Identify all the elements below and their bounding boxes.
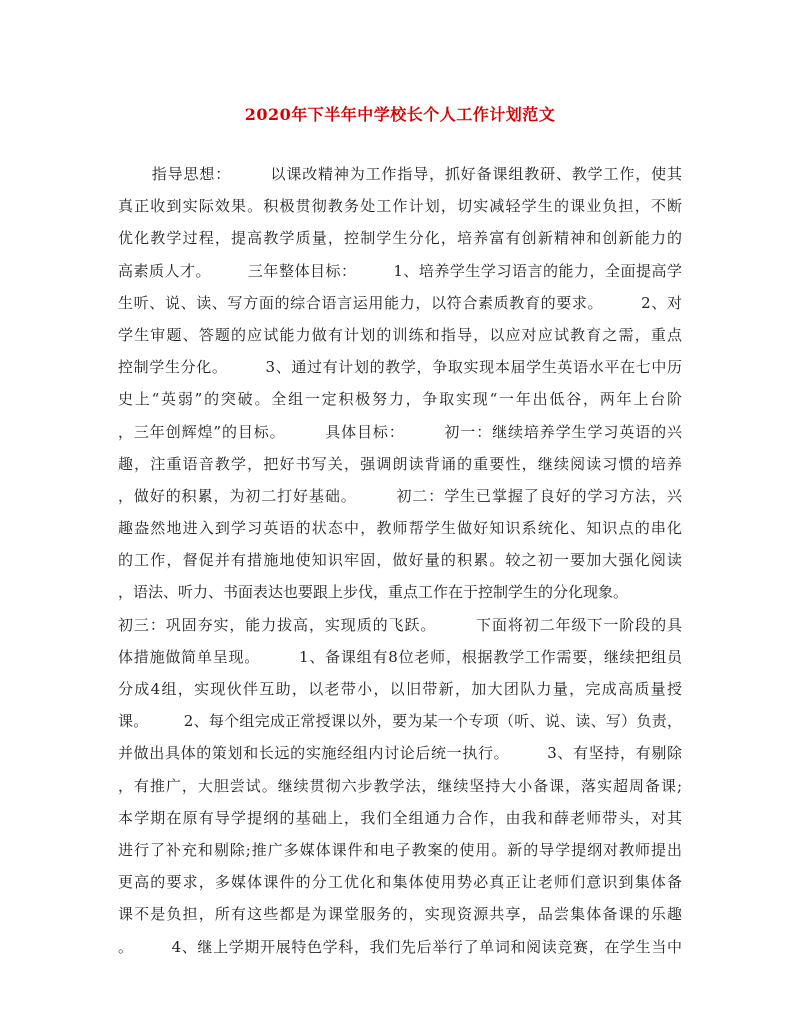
text-line: 真正收到实际效果。积极贯彻教务处工作计划，切实减轻学生的课业负担，不断 xyxy=(118,197,682,216)
text-line: 初三：巩固夯实，能力拔高，实现质的飞跃。 下面将初二年级下一阶段的具 xyxy=(118,615,682,634)
text-line: 并做出具体的策划和长远的实施经组内讨论后统一执行。 3、有坚持，有剔除 xyxy=(118,744,682,763)
text-line: 生听、说、读、写方面的综合语言运用能力，以符合素质教育的要求。 2、对 xyxy=(118,293,682,312)
text-line: 本学期在原有导学提纲的基础上，我们全组通力合作，由我和薛老师带头，对其 xyxy=(118,808,682,827)
text-line: 分成4组，实现伙伴互助，以老带小，以旧带新，加大团队力量，完成高质量授 xyxy=(118,680,682,698)
text-line: 体措施做简单呈现。 1、备课组有8位老师，根据教学工作需要，继续把组员 xyxy=(118,647,682,666)
text-line: ，做好的积累，为初二打好基础。 初二：学生已掌握了良好的学习方法，兴 xyxy=(118,486,682,505)
document-body xyxy=(118,158,682,963)
text-line: 高素质人才。 三年整体目标： 1、培养学生学习语言的能力，全面提高学 xyxy=(118,261,682,280)
text-line: 进行了补充和剔除;推广多媒体课件和电子教案的使用。新的导学提纲对教师提出 xyxy=(118,840,682,859)
text-line: 趣盎然地进入到学习英语的状态中，教师帮学生做好知识系统化、知识点的串化 xyxy=(118,519,682,538)
text-line: 。 4、继上学期开展特色学科，我们先后举行了单词和阅读竞赛，在学生当中 xyxy=(118,937,682,956)
text-line: 课不是负担，所有这些都是为课堂服务的，实现资源共享，品尝集体备课的乐趣 xyxy=(118,905,682,924)
document-title: 2020年下半年中学校长个人工作计划范文 xyxy=(244,105,556,124)
text-line: 指导思想： 以课改精神为工作指导，抓好备课组教研、教学工作，使其 xyxy=(118,165,682,183)
text-line: ，语法、听力、书面表达也要跟上步伐，重点工作在于控制学生的分化现象。 xyxy=(118,583,629,602)
text-line: ，有推广，大胆尝试。继续贯彻六步教学法，继续坚持大小备课，落实超周备课; xyxy=(118,776,682,795)
text-line: 的工作，督促并有措施地使知识牢固，做好量的积累。较之初一要加大强化阅读 xyxy=(118,551,682,570)
text-line: 史上“英弱”的突破。全组一定积极努力，争取实现“一年出低谷，两年上台阶 xyxy=(118,390,682,409)
text-line: 学生审题、答题的应试能力做有计划的训练和指导，以应对应试教育之需，重点 xyxy=(118,325,682,344)
text-line: 更高的要求，多媒体课件的分工优化和集体使用势必真正让老师们意识到集体备 xyxy=(118,873,682,892)
text-line: 控制学生分化。 3、通过有计划的教学，争取实现本届学生英语水平在七中历 xyxy=(118,358,682,377)
text-line: 趣，注重语音教学，把好书写关，强调朗读背诵的重要性，继续阅读习惯的培养 xyxy=(118,454,682,473)
text-line: ，三年创辉煌”的目标。 具体目标： 初一：继续培养学生学习英语的兴 xyxy=(118,422,682,441)
text-line: 课。 2、每个组完成正常授课以外，要为某一个专项（听、说、读、写）负责， xyxy=(118,712,682,731)
text-line: 优化教学过程，提高教学质量，控制学生分化，培养富有创新精神和创新能力的 xyxy=(118,229,682,248)
